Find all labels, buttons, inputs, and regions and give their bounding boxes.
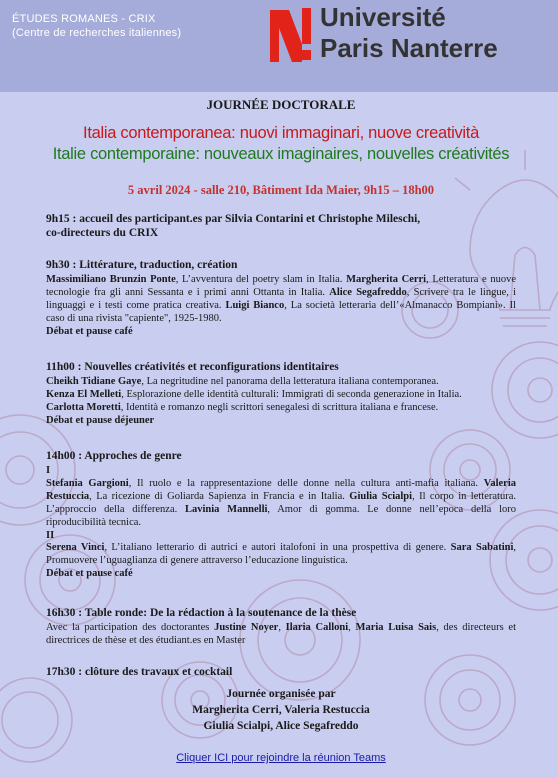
organizers [46,686,516,734]
speaker-name: Sara Sabatini [450,542,514,554]
pause-label: Débat et pause déjeuner [46,414,155,426]
talk-title: , Amor di gomma. Le donne nell’epoca della loro riproducibilità tecnica. [46,503,517,528]
section-heading: 11h00 : Nouvelles créativités et reconfigurations identitaires [46,361,339,373]
talk-title: , La società letteraria dell’«Almanacco Bompiani». Il caso di una rivista "capiente", 1925-1980. [46,299,516,324]
section-heading: 9h30 : Littérature, traduction, création [46,259,238,271]
section-body [46,274,516,326]
logo-text [320,2,498,64]
welcome-line1: 9h15 : accueil des participant.es par Silvia Contarini et Christophe Mileschi, [46,213,421,225]
section-body [46,622,516,648]
talk-title: , Letteratura e nuove tecnologie fra gli anni Sessanta e i primi anni Ottanta in Italia. [46,274,517,298]
title-french: Italie contemporaine: nouveaux imaginaires, nouvelles créativités [52,145,510,163]
teams-meeting-link[interactable]: Cliquer ICI pour rejoindre la réunion Teams [176,752,386,764]
section-body [46,478,516,530]
section-body [46,376,516,389]
university-logo [268,2,556,64]
crix-label [12,12,181,40]
speaker-name: Massimiliano Brunzin Ponte [46,274,176,285]
talk-title: , Scrivere tra le lingue, i linguaggi e i testi come pratica creativa. [46,286,517,311]
nanterre-logo-icon [268,4,314,64]
roundtable-text: , des directeurs et directrices de thèse et des étudiant.es en Master [46,622,516,646]
pause-label: Débat et pause café [46,325,133,337]
section-heading [46,212,516,240]
crix-line1: ÉTUDES ROMANES - CRIX [12,13,156,25]
speaker-name: Maria Luisa Sais [355,622,437,633]
title-italian: Italia contemporanea: nuovi immaginari, nuove creatività [83,124,479,142]
logo-line1: Université [320,2,446,32]
talk-title: , Esplorazione delle identità culturali: Immigrati di seconda generazione in Italia. [121,388,462,400]
talk-title: , Il corpo in letteratura. L’approccio della differenza. [46,490,516,515]
section-litterature [46,258,516,339]
crix-line2: (Centre de recherches italiennes) [12,27,182,39]
part-label: II [46,529,55,541]
talk-title: , La negritudine nel panorama della letteratura italiana contemporanea. [141,376,439,387]
talk-title: , Identità e romanzo negli scrittori senegalesi di scrittura italiana e francese. [120,401,439,413]
speaker-name: Cheikh Tidiane Gaye [46,376,142,387]
roundtable-text: Avec la participation des doctorantes [46,622,215,633]
pause-label: Débat et pause café [46,568,133,580]
section-welcome [46,212,516,242]
speaker-name: Lavinia Mannelli [184,503,268,515]
talk-title: , La ricezione di Goliarda Sapienza in Francia e in Italia. [89,490,350,502]
organizers-line3: Giulia Scialpi, Alice Segafreddo [203,720,359,732]
organizers-line1: Journée organisée par [226,688,336,700]
section-heading: 14h00 : Approches de genre [46,450,182,462]
section-heading: 17h30 : clôture des travaux et cocktail [46,666,233,678]
section-heading: 16h30 : Table ronde: De la rédaction à la soutenance de la thèse [46,607,357,619]
speaker-name: Valeria Restuccia [46,477,516,502]
section-genre [46,449,516,581]
event-title: JOURNÉE DOCTORALE [206,97,356,112]
welcome-line2: co-directeurs du CRIX [46,227,159,239]
speaker-name: Alice Segafreddo [329,286,407,298]
part-label: I [46,465,51,476]
speaker-name: Justine Noyer [214,622,279,633]
roundtable-text: , [278,622,286,633]
roundtable-text: , [348,622,356,633]
section-cloture [46,665,516,681]
date-place: 5 avril 2024 - salle 210, Bâtiment Ida Maier, 9h15 – 18h00 [127,183,435,197]
talk-title: , Promuovere l’uguaglianza di genere attraverso l’educazione linguistica. [46,542,516,567]
organizers-line2: Margherita Cerri, Valeria Restuccia [192,704,370,716]
logo-line2: Paris Nanterre [320,33,498,63]
speaker-name: Serena Vinci [46,542,105,554]
section-body [46,402,516,415]
speaker-name: Luigi Bianco [225,299,285,311]
speaker-name: Margherita Cerri [346,274,427,285]
section-table-ronde [46,606,516,648]
section-body [46,389,516,402]
talk-title: , L’avventura del poetry slam in Italia. [175,274,347,285]
speaker-name: Kenza El Melleti [46,388,122,400]
speaker-name: Stefania Gargioni [46,477,129,489]
section-body [46,542,516,568]
talk-title: , L’italiano letterario di autrici e autori italofoni in una prospettiva di genere. [104,542,451,554]
talk-title: , Il ruolo e la rappresentazione delle donne nella cultura anti-mafia italiana. [128,477,484,489]
speaker-name: Giulia Scialpi [349,490,413,502]
section-creativites [46,360,516,428]
speaker-name: Carlotta Moretti [46,401,121,413]
speaker-name: Ilaria Calloni [285,622,349,633]
